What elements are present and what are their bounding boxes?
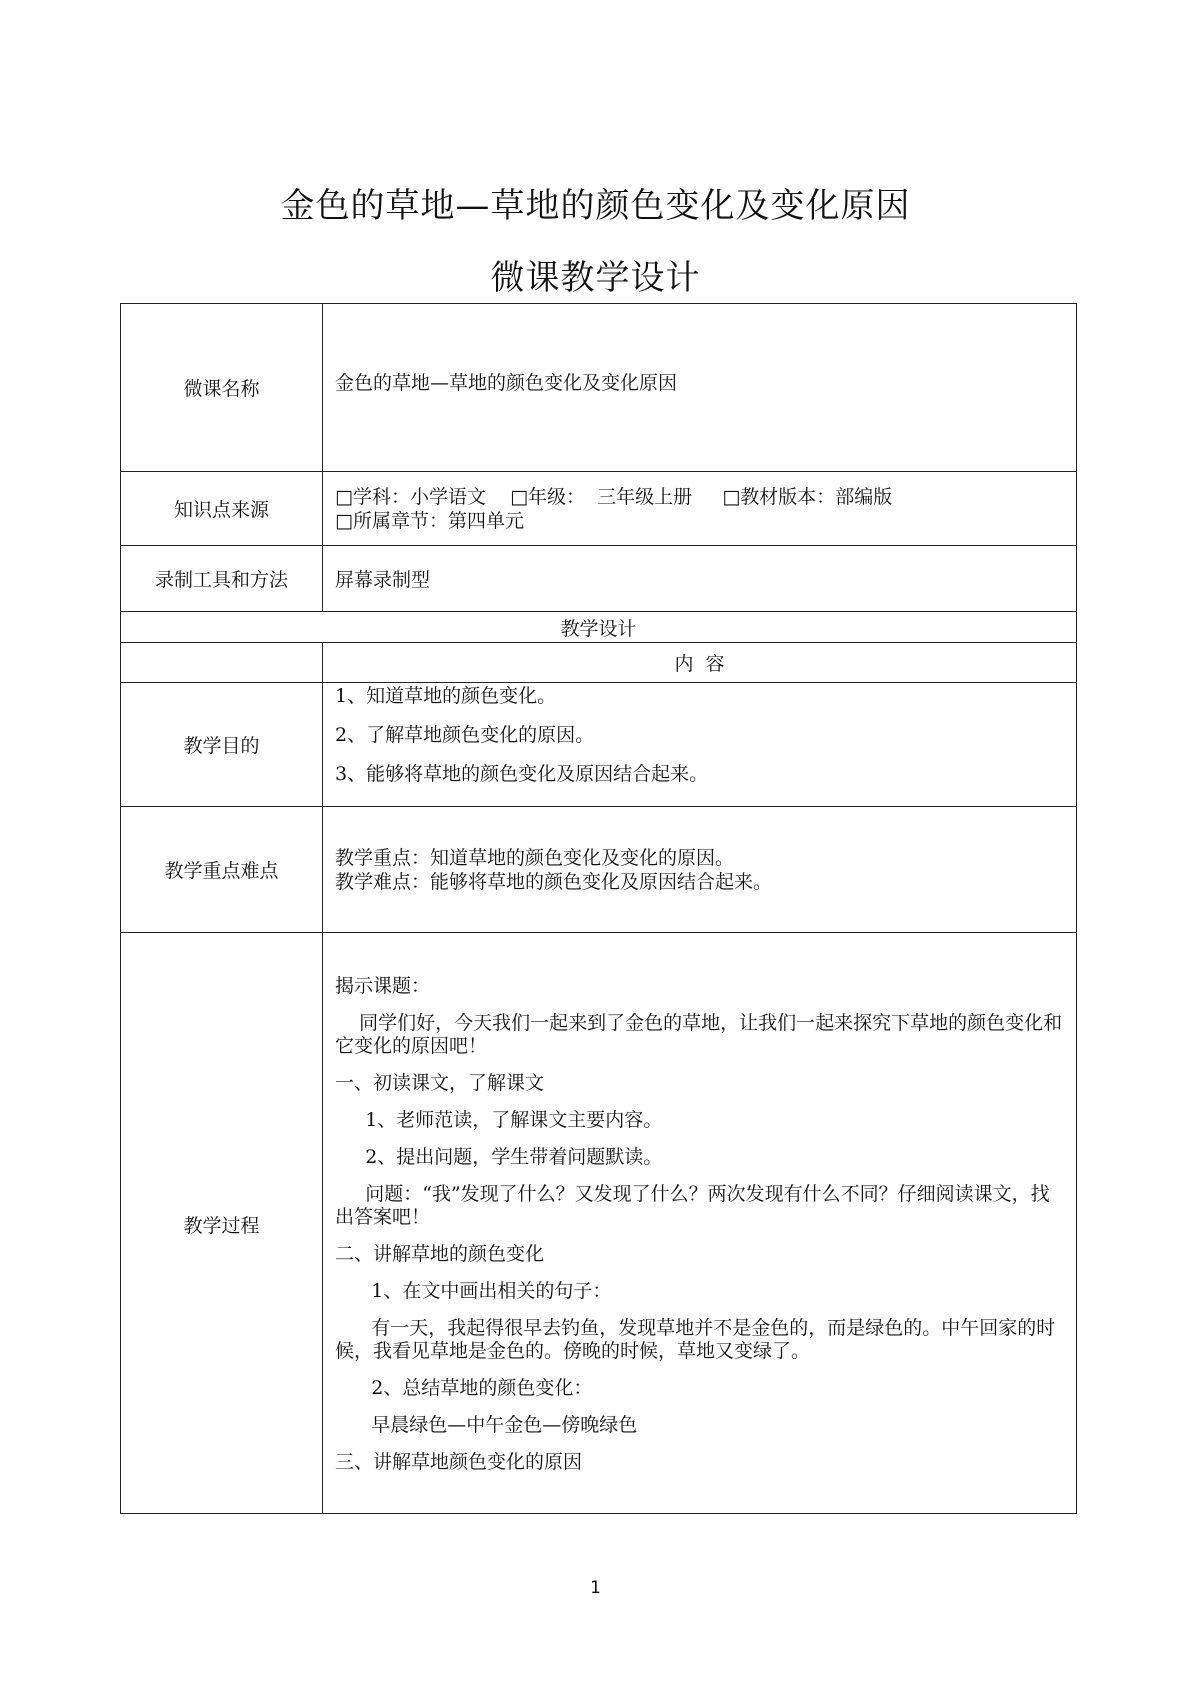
row-tools (121, 546, 1077, 612)
source-line-1: □学科：小学语文 □年级： 三年级上册 □教材版本：部编版 (335, 485, 893, 508)
lesson-design-table (120, 303, 1077, 1514)
label-goals: 教学目的 (121, 683, 323, 807)
label-course-name: 微课名称 (121, 304, 323, 472)
label-source: 知识点来源 (121, 472, 323, 546)
process-paragraph: 二、讲解草地的颜色变化 (335, 1242, 545, 1265)
row-goals (121, 683, 1077, 807)
label-process: 教学过程 (121, 933, 323, 1514)
value-goals (323, 683, 1077, 807)
value-process (323, 933, 1077, 1514)
goal-item: 3、能够将草地的颜色变化及原因结合起来。 (335, 763, 709, 785)
row-source (121, 472, 1077, 546)
process-paragraph: 有一天，我起得很早去钓鱼，发现草地并不是金色的，而是绿色的。中午回家的时候，我看见草地是金色的。傍晚的时候，草地又变绿了。 (335, 1316, 1056, 1362)
value-course-name: 金色的草地—草地的颜色变化及变化原因 (323, 304, 1077, 472)
row-process (121, 933, 1077, 1514)
process-paragraph: 早晨绿色—中午金色—傍晚绿色 (335, 1413, 638, 1436)
process-paragraph: 1、在文中画出相关的句子： (335, 1279, 612, 1302)
process-paragraph: 2、总结草地的颜色变化： (335, 1376, 593, 1399)
process-paragraph: 1、老师范读，了解课文主要内容。 (335, 1108, 663, 1131)
row-course-name (121, 304, 1077, 472)
key-point-line: 教学重点：知道草地的颜色变化及变化的原因。 (335, 846, 735, 869)
process-paragraph: 三、讲解草地颜色变化的原因 (335, 1450, 583, 1473)
process-paragraph: 同学们好，今天我们一起来到了金色的草地，让我们一起来探究下草地的颜色变化和它变化的原因吧！ (335, 1011, 1063, 1057)
content-header-blank (121, 643, 323, 683)
process-paragraph: 2、提出问题，学生带着问题默读。 (335, 1145, 663, 1168)
goal-item: 1、知道草地的颜色变化。 (335, 685, 557, 707)
row-content-header (121, 643, 1077, 683)
process-paragraph: 揭示课题： (335, 974, 431, 997)
content-header: 内 容 (323, 643, 1077, 683)
value-key-points (323, 807, 1077, 933)
label-key-points: 教学重点难点 (121, 807, 323, 933)
label-tools: 录制工具和方法 (121, 546, 323, 612)
process-paragraph: 问题：“我”发现了什么？又发现了什么？两次发现有什么不同？仔细阅读课文，找出答案吧！ (335, 1182, 1050, 1228)
value-source (323, 472, 1077, 546)
document-title: 金色的草地—草地的颜色变化及变化原因 (280, 186, 911, 226)
source-line-2: □所属章节：第四单元 (335, 509, 524, 532)
page-number: 1 (590, 1578, 601, 1598)
difficult-point-line: 教学难点：能够将草地的颜色变化及原因结合起来。 (335, 870, 773, 893)
design-header: 教学设计 (121, 612, 1077, 643)
document-subtitle: 微课教学设计 (490, 258, 701, 298)
process-paragraph: 一、初读课文，了解课文 (335, 1071, 545, 1094)
value-tools: 屏幕录制型 (323, 546, 1077, 612)
row-design-header (121, 612, 1077, 643)
goal-item: 2、了解草地颜色变化的原因。 (335, 724, 595, 746)
row-key-points (121, 807, 1077, 933)
